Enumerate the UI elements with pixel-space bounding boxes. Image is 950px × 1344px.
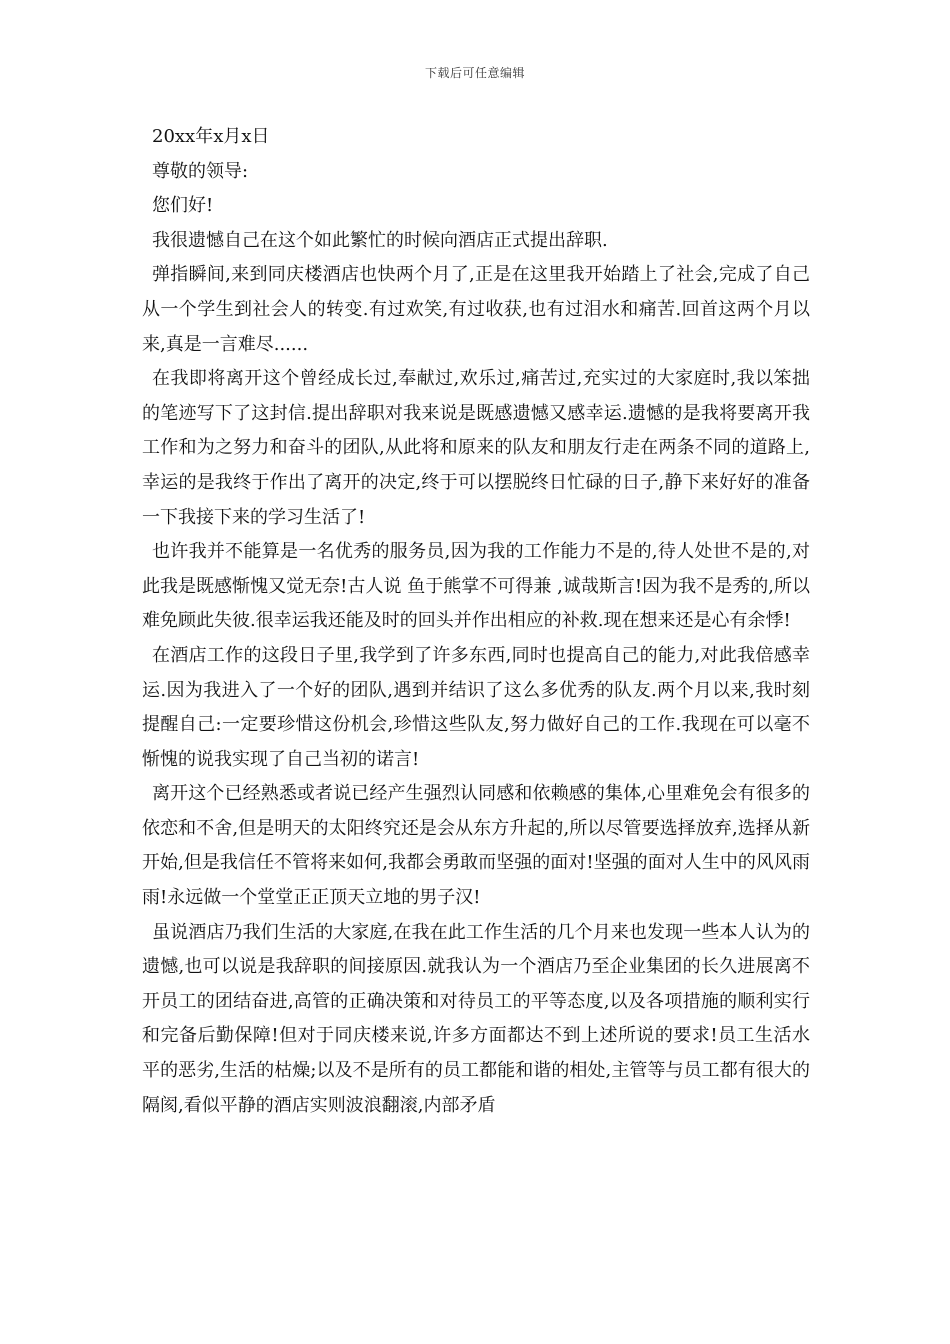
paragraph-1: 我很遗憾自己在这个如此繁忙的时候向酒店正式提出辞职. — [152, 229, 608, 251]
letter-greeting: 您们好! — [152, 195, 214, 217]
paragraph-4: 也许我并不能算是一名优秀的服务员,因为我的工作能力不是的,待人处世不是的,对此我是既感惭愧又觉无奈!古人说 鱼于熊掌不可得兼 ,诚哉斯言!因为我不是秀的,所以难免顾此失彼.很幸运我还能及时的回头并作出相应的补救.现在想来还是心有余悸! — [142, 541, 810, 632]
letter-body — [142, 120, 810, 1123]
page-header-note: 下载后可任意编辑 — [424, 66, 525, 80]
paragraph-5: 在酒店工作的这段日子里,我学到了许多东西,同时也提高自己的能力,对此我倍感幸运.因为我进入了一个好的团队,遇到并结识了这么多优秀的队友.两个月以来,我时刻提醒自己:一定要珍惜这份机会,珍惜这些队友,努力做好自己的工作.我现在可以毫不惭愧的说我实现了自己当初的诺言! — [142, 644, 810, 770]
paragraph-2: 弹指瞬间,来到同庆楼酒店也快两个月了,正是在这里我开始踏上了社会,完成了自己从一个学生到社会人的转变.有过欢笑,有过收获,也有过泪水和痛苦.回首这两个月以来,真是一言难尽...... — [142, 264, 810, 355]
letter-salutation: 尊敬的领导: — [152, 160, 249, 182]
paragraph-7: 虽说酒店乃我们生活的大家庭,在我在此工作生活的几个月来也发现一些本人认为的遗憾,也可以说是我辞职的间接原因.就我认为一个酒店乃至企业集团的长久进展离不开员工的团结奋进,高管的正确决策和对待员工的平等态度,以及各项措施的顺利实行和完备后勤保障!但对于同庆楼来说,许多方面都达不到上述所说的要求!员工生活水平的恶劣,生活的枯燥;以及不是所有的员工都能和谐的相处,主管等与员工都有很大的隔阂,看似平静的酒店实则波浪翻滚,内部矛盾 — [142, 921, 810, 1116]
paragraph-6: 离开这个已经熟悉或者说已经产生强烈认同感和依赖感的集体,心里难免会有很多的依恋和不舍,但是明天的太阳终究还是会从东方升起的,所以尽管要选择放弃,选择从新开始,但是我信任不管将来如何,我都会勇敢而坚强的面对!坚强的面对人生中的风风雨雨!永远做一个堂堂正正顶天立地的男子汉! — [142, 783, 810, 909]
paragraph-3: 在我即将离开这个曾经成长过,奉献过,欢乐过,痛苦过,充实过的大家庭时,我以笨拙的笔迹写下了这封信.提出辞职对我来说是既感遗憾又感幸运.遗憾的是我将要离开我工作和为之努力和奋斗的团队,从此将和原来的队友和朋友行走在两条不同的道路上,幸运的是我终于作出了离开的决定,终于可以摆脱终日忙碌的日子,静下来好好的准备一下我接下来的学习生活了! — [142, 368, 810, 528]
letter-date: 20xx年x月x日 — [152, 126, 270, 147]
